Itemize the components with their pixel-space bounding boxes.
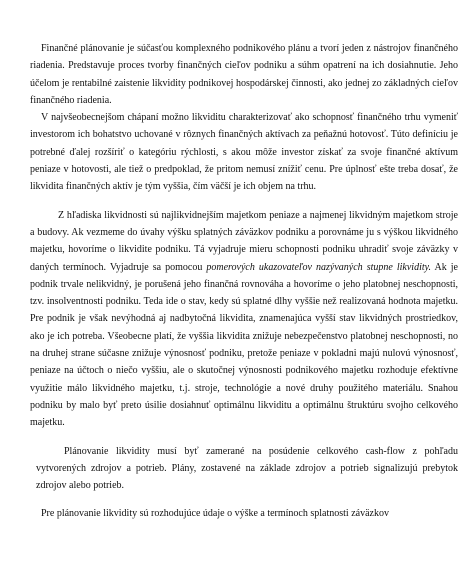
paragraph-text-after-emphasis: Ak je podnik trvale nelikvidný, je porušená jeho finančná rovnováha a hovoríme o jeho platobnej neschopnosti, tzv. insolventnosti podniku. Teda ide o stav, kedy sú splatné dlhy vyššie než realizovaná hodnota majetku. Pre podnik je však nevýhodná aj nadbytočná likvidita, znamenajúca vyšší stav likvidných prostriedkov, ako je ich potreba. Všeobecne platí, že vyššia likvidita znižuje nebezpečenstvo platobnej neschopnosti, no na druhej strane súčasne znižuje výnosnosť podniku, pretože peniaze v pokladni majú nulovú výnosnosť, peniaze na účtoch o niečo vyššiu, ale o skutočnej výnosnosti podnikového majetku rozhoduje efektívne využitie málo likvidného majetku, t.j. stroje, technológie a nové druhy použitého materiálu. Snahou podniku by malo byť preto úsilie dosiahnuť optimálnu likviditu a optimálnu štruktúru svojho celkového majetku. [30,261,458,429]
paragraph-liquidity-of-company [30,207,458,432]
emphasis-liquidity-ratios: pomerových ukazovateľov nazývaných stupne likvidity. [206,261,432,273]
paragraph-liquidity-definition: V najvšeobecnejšom chápaní možno likviditu charakterizovať ako schopnosť finančného trhu vymeniť investorom ich bohatstvo uchované v rôznych finančných aktívach za peňažnú hotovosť. Túto definíciu je potrebné ďalej rozšíriť o kategóriu rýchlosti, s akou môže investor získať za svoje finančné aktívum peniaze v hotovosti, ale tiež o predpoklad, že pritom nemusí znížiť cenu. Pre úplnosť ešte treba dosať, že likvidita finančných aktív je tým vyššia, čím väčší je ich objem na trhu. [30,112,458,193]
paragraph-liquidity-planning: Plánovanie likvidity musí byť zamerané na posúdenie celkového cash-flow z pohľadu vytvorených zdrojov a potrieb. Plány, zostavené na základe zdrojov a potrieb signalizujú prebytok zdrojov alebo potrieb. [36,445,458,492]
paragraph-financial-planning: Finančné plánovanie je súčasťou komplexného podnikového plánu a tvorí jeden z nástrojov finančného riadenia. Predstavuje proces tvorby finančných cieľov podniku a súhm opatrení na ich dosiahnutie. Jeho účelom je rentabilné zaistenie likvidity podnikovej hospodárskej činnosti, ako jednej zo základných cieľov finančného riadenia. [30,43,458,106]
paragraph-text-before-emphasis: Z hľadiska likvidnosti sú najlikvidnejším majetkom peniaze a najmenej likvidným majetkom stroje a budovy. Ak vezmeme do úvahy výšku splatných záväzkov podniku a porovnáme ju s výškou likvidného majetku, hovoríme o likvidite podniku. Tá vyjadruje mieru schopnosti podniku uhradiť svoje záväzky v daných termínoch. Vyjadruje sa pomocou [30,209,458,273]
paragraph-partial-next: Pre plánovanie likvidity sú rozhodujúce údaje o výške a termínoch splatnosti záväzkov [41,508,389,520]
